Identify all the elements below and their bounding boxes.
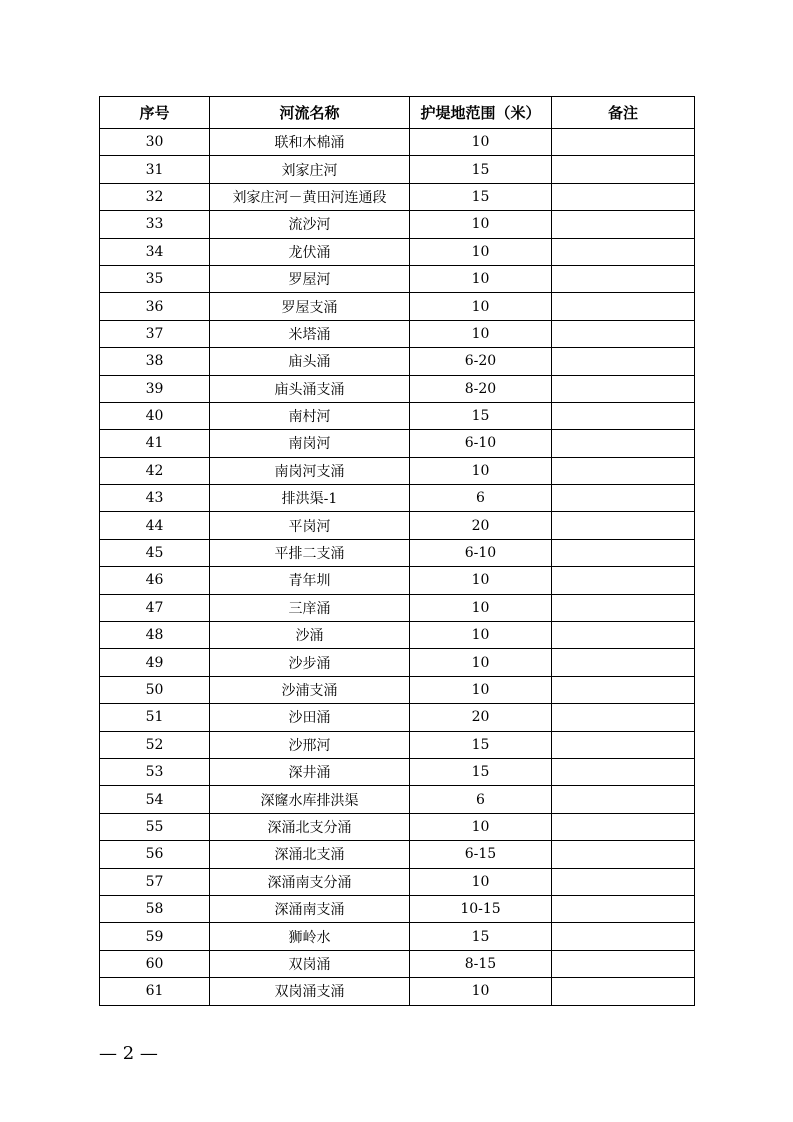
cell-embankment-range: 10 (410, 649, 552, 676)
cell-remarks (552, 841, 695, 868)
cell-remarks (552, 539, 695, 566)
cell-index: 30 (100, 129, 210, 156)
cell-remarks (552, 622, 695, 649)
cell-embankment-range: 15 (410, 402, 552, 429)
cell-river-name: 庙头涌支涌 (210, 375, 410, 402)
table-row (100, 594, 695, 621)
table-row (100, 512, 695, 539)
cell-index: 41 (100, 430, 210, 457)
table-row (100, 375, 695, 402)
cell-river-name: 流沙河 (210, 211, 410, 238)
cell-river-name: 深涌北支分涌 (210, 813, 410, 840)
cell-river-name: 南岗河 (210, 430, 410, 457)
cell-remarks (552, 293, 695, 320)
header-river-name: 河流名称 (210, 97, 410, 129)
cell-embankment-range: 10 (410, 676, 552, 703)
cell-index: 51 (100, 704, 210, 731)
page-number: — 2 — (99, 1043, 158, 1064)
cell-remarks (552, 895, 695, 922)
cell-index: 32 (100, 183, 210, 210)
cell-remarks (552, 868, 695, 895)
cell-embankment-range: 10 (410, 868, 552, 895)
cell-embankment-range: 15 (410, 731, 552, 758)
table-row (100, 293, 695, 320)
cell-embankment-range: 6-20 (410, 348, 552, 375)
cell-embankment-range: 6-10 (410, 430, 552, 457)
cell-remarks (552, 348, 695, 375)
header-embankment-range: 护堤地范围（米） (410, 97, 552, 129)
table-row (100, 868, 695, 895)
cell-embankment-range: 10 (410, 265, 552, 292)
cell-river-name: 深涌南支分涌 (210, 868, 410, 895)
cell-river-name: 平排二支涌 (210, 539, 410, 566)
cell-index: 37 (100, 320, 210, 347)
cell-remarks (552, 238, 695, 265)
cell-index: 53 (100, 758, 210, 785)
cell-index: 42 (100, 457, 210, 484)
cell-river-name: 龙伏涌 (210, 238, 410, 265)
cell-index: 54 (100, 786, 210, 813)
cell-embankment-range: 15 (410, 923, 552, 950)
table-header-row (100, 97, 695, 129)
cell-river-name: 青年圳 (210, 567, 410, 594)
cell-river-name: 狮岭水 (210, 923, 410, 950)
cell-river-name: 深窿水库排洪渠 (210, 786, 410, 813)
cell-remarks (552, 676, 695, 703)
cell-embankment-range: 10 (410, 622, 552, 649)
cell-remarks (552, 978, 695, 1005)
cell-index: 47 (100, 594, 210, 621)
cell-remarks (552, 950, 695, 977)
table-row (100, 238, 695, 265)
cell-river-name: 排洪渠-1 (210, 485, 410, 512)
cell-index: 44 (100, 512, 210, 539)
table-row (100, 211, 695, 238)
cell-index: 56 (100, 841, 210, 868)
cell-index: 61 (100, 978, 210, 1005)
table-row (100, 895, 695, 922)
table-row (100, 567, 695, 594)
river-table-container (99, 96, 694, 1006)
cell-index: 33 (100, 211, 210, 238)
table-row (100, 320, 695, 347)
cell-embankment-range: 10 (410, 211, 552, 238)
cell-embankment-range: 20 (410, 512, 552, 539)
table-row (100, 430, 695, 457)
cell-remarks (552, 129, 695, 156)
cell-embankment-range: 6-15 (410, 841, 552, 868)
cell-embankment-range: 10 (410, 567, 552, 594)
cell-river-name: 双岗涌 (210, 950, 410, 977)
cell-river-name: 沙邢河 (210, 731, 410, 758)
cell-river-name: 深涌南支涌 (210, 895, 410, 922)
cell-index: 52 (100, 731, 210, 758)
cell-river-name: 三庠涌 (210, 594, 410, 621)
cell-index: 55 (100, 813, 210, 840)
table-row (100, 539, 695, 566)
cell-index: 45 (100, 539, 210, 566)
cell-river-name: 平岗河 (210, 512, 410, 539)
cell-river-name: 庙头涌 (210, 348, 410, 375)
cell-river-name: 双岗涌支涌 (210, 978, 410, 1005)
cell-index: 57 (100, 868, 210, 895)
cell-river-name: 刘家庄河 (210, 156, 410, 183)
table-row (100, 348, 695, 375)
table-row (100, 704, 695, 731)
cell-river-name: 沙浦支涌 (210, 676, 410, 703)
table-row (100, 265, 695, 292)
cell-remarks (552, 813, 695, 840)
cell-river-name: 深井涌 (210, 758, 410, 785)
cell-embankment-range: 10 (410, 978, 552, 1005)
cell-embankment-range: 10 (410, 457, 552, 484)
table-row (100, 978, 695, 1005)
cell-river-name: 沙田涌 (210, 704, 410, 731)
cell-index: 48 (100, 622, 210, 649)
cell-remarks (552, 183, 695, 210)
cell-index: 59 (100, 923, 210, 950)
cell-index: 43 (100, 485, 210, 512)
table-row (100, 649, 695, 676)
cell-index: 39 (100, 375, 210, 402)
cell-index: 50 (100, 676, 210, 703)
cell-embankment-range: 6 (410, 786, 552, 813)
cell-embankment-range: 20 (410, 704, 552, 731)
cell-remarks (552, 156, 695, 183)
cell-remarks (552, 402, 695, 429)
cell-remarks (552, 594, 695, 621)
cell-embankment-range: 15 (410, 156, 552, 183)
cell-index: 60 (100, 950, 210, 977)
cell-remarks (552, 786, 695, 813)
cell-river-name: 米塔涌 (210, 320, 410, 347)
cell-remarks (552, 211, 695, 238)
cell-index: 58 (100, 895, 210, 922)
cell-river-name: 罗屋河 (210, 265, 410, 292)
cell-embankment-range: 10 (410, 129, 552, 156)
cell-index: 49 (100, 649, 210, 676)
cell-embankment-range: 6 (410, 485, 552, 512)
cell-river-name: 沙步涌 (210, 649, 410, 676)
cell-embankment-range: 10 (410, 293, 552, 320)
table-row (100, 457, 695, 484)
header-remarks: 备注 (552, 97, 695, 129)
cell-embankment-range: 10 (410, 238, 552, 265)
table-row (100, 676, 695, 703)
table-row (100, 758, 695, 785)
table-row (100, 183, 695, 210)
cell-remarks (552, 320, 695, 347)
cell-index: 35 (100, 265, 210, 292)
river-table (99, 96, 695, 1006)
table-row (100, 950, 695, 977)
cell-embankment-range: 15 (410, 183, 552, 210)
cell-river-name: 罗屋支涌 (210, 293, 410, 320)
table-row (100, 622, 695, 649)
table-row (100, 786, 695, 813)
cell-embankment-range: 8-20 (410, 375, 552, 402)
table-row (100, 402, 695, 429)
cell-remarks (552, 430, 695, 457)
table-row (100, 129, 695, 156)
cell-index: 34 (100, 238, 210, 265)
cell-river-name: 南岗河支涌 (210, 457, 410, 484)
cell-river-name: 刘家庄河－黄田河连通段 (210, 183, 410, 210)
table-row (100, 841, 695, 868)
cell-remarks (552, 731, 695, 758)
cell-river-name: 深涌北支涌 (210, 841, 410, 868)
cell-embankment-range: 10 (410, 320, 552, 347)
cell-index: 31 (100, 156, 210, 183)
table-row (100, 156, 695, 183)
table-body (100, 129, 695, 1006)
cell-remarks (552, 649, 695, 676)
cell-index: 38 (100, 348, 210, 375)
cell-remarks (552, 758, 695, 785)
cell-remarks (552, 457, 695, 484)
cell-remarks (552, 704, 695, 731)
cell-river-name: 联和木棉涌 (210, 129, 410, 156)
header-index: 序号 (100, 97, 210, 129)
cell-embankment-range: 10-15 (410, 895, 552, 922)
cell-remarks (552, 265, 695, 292)
table-row (100, 731, 695, 758)
cell-index: 46 (100, 567, 210, 594)
table-row (100, 923, 695, 950)
cell-index: 40 (100, 402, 210, 429)
cell-embankment-range: 10 (410, 813, 552, 840)
cell-remarks (552, 375, 695, 402)
cell-river-name: 沙涌 (210, 622, 410, 649)
cell-embankment-range: 10 (410, 594, 552, 621)
table-row (100, 485, 695, 512)
cell-remarks (552, 923, 695, 950)
cell-remarks (552, 567, 695, 594)
cell-embankment-range: 8-15 (410, 950, 552, 977)
cell-index: 36 (100, 293, 210, 320)
cell-embankment-range: 6-10 (410, 539, 552, 566)
cell-embankment-range: 15 (410, 758, 552, 785)
table-row (100, 813, 695, 840)
cell-remarks (552, 512, 695, 539)
cell-remarks (552, 485, 695, 512)
cell-river-name: 南村河 (210, 402, 410, 429)
